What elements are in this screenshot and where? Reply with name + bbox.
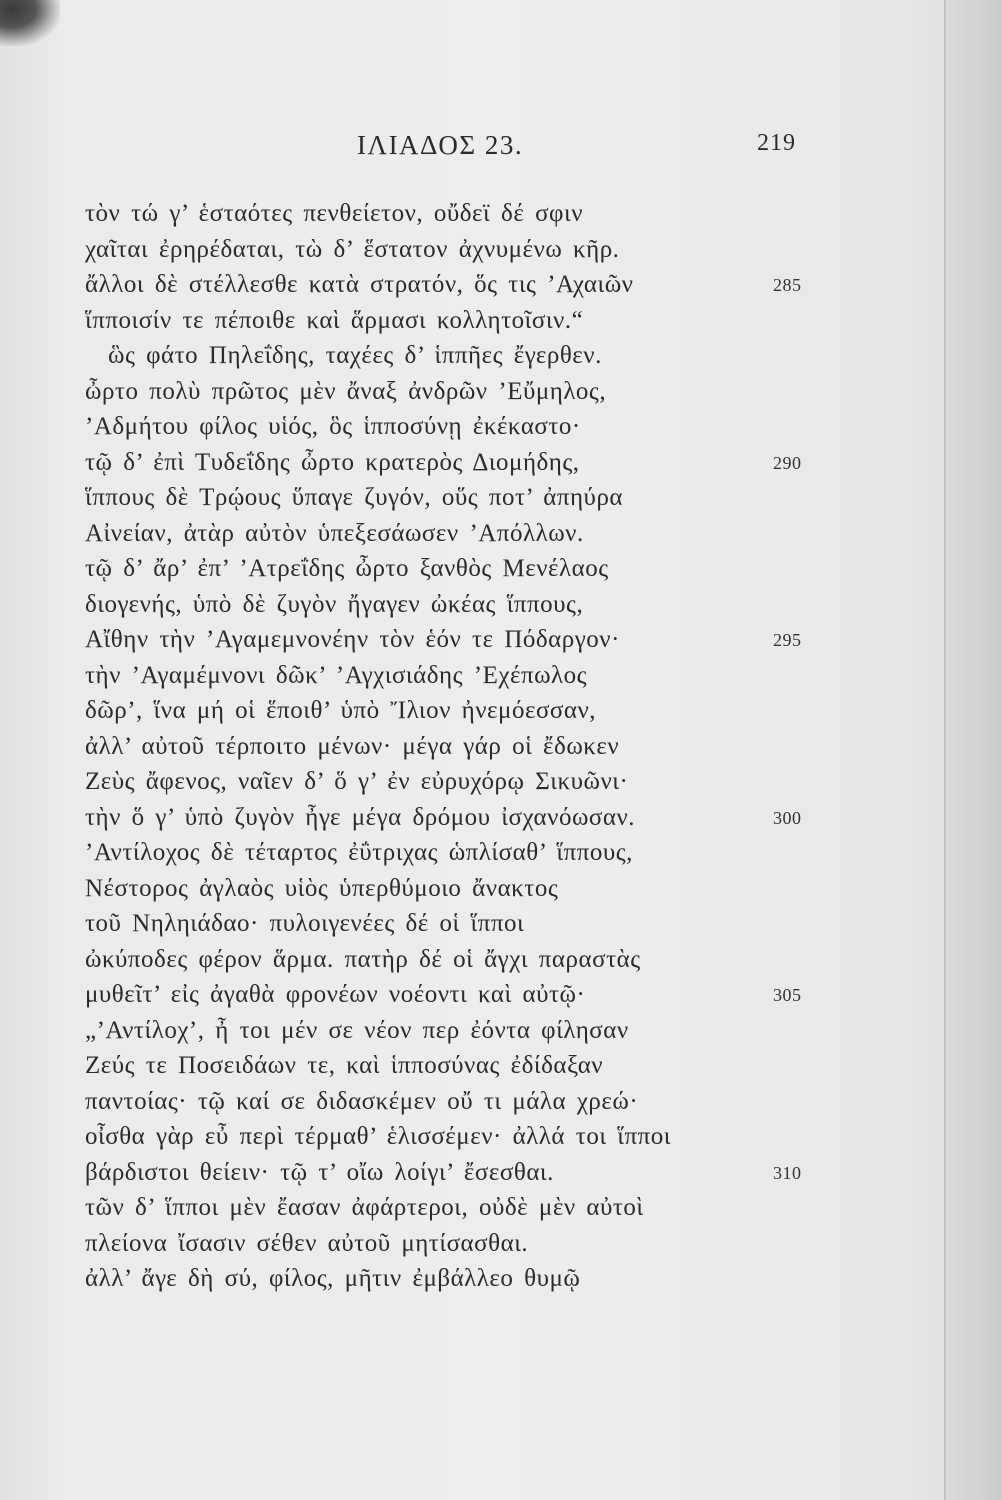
verse-text: τὴν ὅ γ’ ὑπὸ ζυγὸν ἦγε μέγα δρόμου ἰσχανόωσαν. (85, 803, 636, 831)
verse-text: ἀλλ’ αὐτοῦ τέρποιτο μένων· μέγα γάρ οἱ ἔδωκεν (85, 732, 620, 760)
verse-text: ὠκύποδες φέρον ἅρμα. πατὴρ δέ οἱ ἄγχι παραστὰς (85, 945, 641, 973)
verse-text: χαῖται ἐρηρέδαται, τὼ δ’ ἕστατον ἀχνυμένω κῆρ. (85, 235, 620, 263)
verse-line (85, 587, 671, 623)
running-head-title: ΙΛΙΑΔΟΣ 23. (357, 130, 524, 160)
verse-line (85, 480, 671, 516)
verse-text: παντοίας· τῷ καί σε διδασκέμεν οὔ τι μάλα χρεώ· (85, 1087, 639, 1115)
verse-line (85, 338, 671, 374)
verse-block (85, 196, 802, 1297)
verse-line (85, 1084, 671, 1120)
verse-line (85, 409, 671, 445)
verse-line (85, 374, 671, 410)
verse-text: δῶρ’, ἵνα μή οἱ ἕποιθ’ ὑπὸ Ἴλιον ἠνεμόεσσαν, (85, 697, 597, 724)
verse-line (85, 516, 671, 552)
verse-text: ὦρτο πολὺ πρῶτος μὲν ἄναξ ἀνδρῶν ’Εὔμηλος, (85, 377, 607, 405)
verse-text: „’Αντίλοχ’, ἦ τοι μέν σε νέον περ ἐόντα φίλησαν (85, 1016, 629, 1044)
verse-text: ἄλλοι δὲ στέλλεσθε κατὰ στρατόν, ὅς τις ’Αχαιῶν (85, 271, 634, 298)
verse-text: βάρδιστοι θείειν· τῷ τ’ οἴω λοίγι’ ἔσεσθαι. (85, 1158, 554, 1186)
verse-text: ἵπποισίν τε πέποιθε καὶ ἅρμασι κολλητοῖσιν.“ (85, 306, 584, 334)
verse-line (85, 622, 802, 658)
verse-text: τὴν ’Αγαμέμνονι δῶκ’ ’Αγχισιάδης ’Εχέπωλος (85, 661, 588, 689)
verse-text: πλείονα ἴσασιν σέθεν αὐτοῦ μητίσασθαι. (85, 1229, 529, 1257)
verse-line (85, 871, 671, 907)
verse-text: Αἴθην τὴν ’Αγαμεμνονέην τὸν ἑόν τε Πόδαργον· (85, 626, 620, 653)
verse-text: τῶν δ’ ἵπποι μὲν ἔασαν ἀφάρτεροι, οὐδὲ μὲν αὐτοὶ (85, 1194, 644, 1221)
verse-text: Αἰνείαν, ἀτὰρ αὐτὸν ὑπεξεσάωσεν ’Απόλλων. (85, 519, 584, 547)
verse-text: Νέστορος ἀγλαὸς υἱὸς ὑπερθύμοιο ἄνακτος (85, 874, 559, 902)
verse-line-number: 310 (773, 1162, 802, 1183)
verse-line (85, 1190, 671, 1226)
verse-line (85, 977, 802, 1013)
verse-text: ἀλλ’ ἄγε δὴ σύ, φίλος, μῆτιν ἐμβάλλεο θυμῷ (85, 1265, 581, 1292)
verse-line (85, 1155, 802, 1191)
verse-line (85, 303, 671, 339)
verse-line-number: 300 (773, 807, 802, 828)
verse-text: ’Αντίλοχος δὲ τέταρτος ἐΰτριχας ὡπλίσαθ’ ἵππους, (85, 839, 633, 866)
verse-line (85, 1013, 671, 1049)
verse-text: διογενής, ὑπὸ δὲ ζυγὸν ἤγαγεν ὠκέας ἵππους, (85, 590, 584, 618)
verse-line-number: 285 (773, 275, 802, 295)
verse-line (85, 729, 671, 765)
verse-line (85, 196, 671, 232)
verse-line (85, 693, 671, 729)
verse-text: τοῦ Νηληιάδαο· πυλοιγενέες δέ οἱ ἵπποι (85, 910, 525, 937)
verse-line (85, 551, 671, 587)
verse-line-number: 305 (773, 985, 802, 1005)
verse-line (85, 800, 802, 836)
verse-text: ὣς φάτο Πηλεΐδης, ταχέες δ’ ἱππῆες ἔγερθεν. (108, 342, 602, 369)
scan-ink-blotch (0, 0, 60, 46)
page-number: 219 (757, 130, 796, 156)
verse-line (85, 906, 671, 942)
verse-text: τῷ δ’ ἄρ’ ἐπ’ ’Ατρεΐδης ὦρτο ξανθὸς Μενέλαος (85, 555, 609, 582)
verse-text: μυθεῖτ’ εἰς ἀγαθὰ φρονέων νοέοντι καὶ αὐτῷ· (85, 981, 586, 1008)
verse-line (85, 1261, 671, 1297)
verse-line (85, 764, 671, 800)
verse-line (85, 445, 802, 481)
verse-text: ἵππους δὲ Τρῴους ὕπαγε ζυγόν, οὕς ποτ’ ἀπηύρα (85, 484, 624, 511)
verse-line (85, 1119, 671, 1155)
verse-line (85, 658, 671, 694)
verse-line (85, 1048, 671, 1084)
verse-text: τῷ δ’ ἐπὶ Τυδεΐδης ὦρτο κρατερὸς Διομήδης, (85, 448, 580, 476)
verse-line (85, 267, 802, 303)
verse-text: Ζεύς τε Ποσειδάων τε, καὶ ἱπποσύνας ἐδίδαξαν (85, 1052, 604, 1079)
verse-text: τὸν τώ γ’ ἑσταότες πενθείετον, οὔδεϊ δέ σφιν (85, 200, 583, 227)
verse-line (85, 835, 671, 871)
verse-text: οἶσθα γὰρ εὖ περὶ τέρμαθ’ ἑλισσέμεν· ἀλλά τοι ἵπποι (85, 1123, 671, 1150)
verse-line (85, 1226, 671, 1262)
verse-line-number: 295 (773, 630, 802, 650)
verse-line-number: 290 (773, 452, 802, 473)
page-margin-shadow (946, 0, 1002, 1500)
verse-text: Ζεὺς ἄφενος, ναῖεν δ’ ὅ γ’ ἐν εὐρυχόρῳ Σικυῶνι· (85, 768, 629, 795)
verse-text: ’Αδμήτου φίλος υἱός, ὃς ἱπποσύνῃ ἐκέκαστο· (85, 413, 581, 440)
verse-line (85, 232, 671, 268)
verse-line (85, 942, 671, 978)
